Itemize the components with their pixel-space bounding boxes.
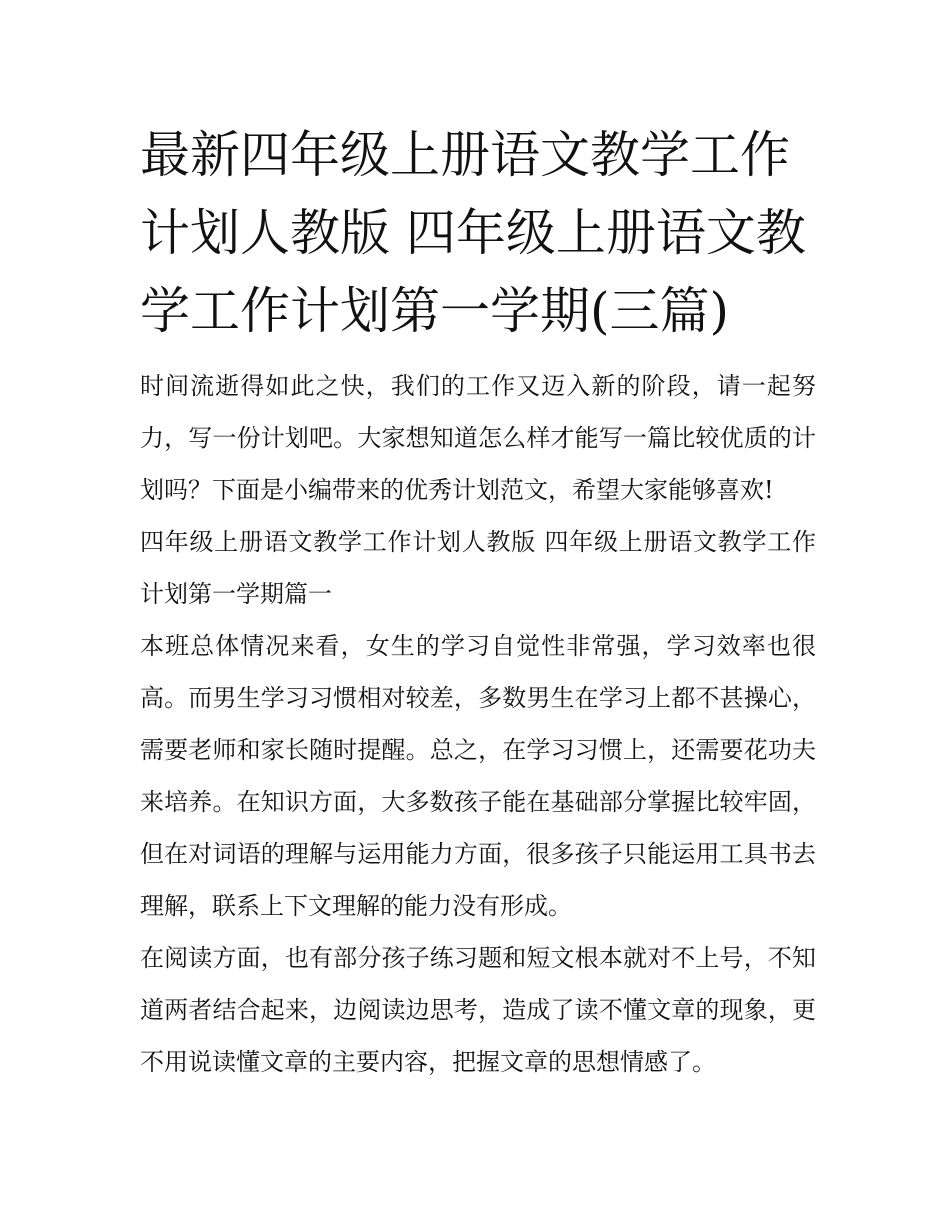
- section-heading: 四年级上册语文教学工作计划人教版 四年级上册语文教学工作计划第一学期篇一: [140, 528, 816, 608]
- class-situation-paragraph: 本班总体情况来看，女生的学习自觉性非常强，学习效率也很高。而男生学习习惯相对较差，多数男生在学习上都不甚操心，需要老师和家长随时提醒。总之，在学习习惯上，还需要花功夫来培养。在知识方面，大多数孩子能在基础部分掌握比较牢固，但在对词语的理解与运用能力方面，很多孩子只能运用工具书去理解，联系上下文理解的能力没有形成。: [140, 632, 816, 920]
- document-title: 最新四年级上册语文教学工作计划人教版 四年级上册语文教学工作计划第一学期(三篇): [140, 126, 806, 340]
- reading-paragraph: 在阅读方面，也有部分孩子练习题和短文根本就对不上号，不知道两者结合起来，边阅读边思考，造成了读不懂文章的现象，更不用说读懂文章的主要内容，把握文章的思想情感了。: [140, 944, 816, 1076]
- intro-paragraph: 时间流逝得如此之快，我们的工作又迈入新的阶段，请一起努力，写一份计划吧。大家想知道怎么样才能写一篇比较优质的计划吗？下面是小编带来的优秀计划范文，希望大家能够喜欢!: [140, 372, 816, 504]
- document-content: [140, 116, 816, 1088]
